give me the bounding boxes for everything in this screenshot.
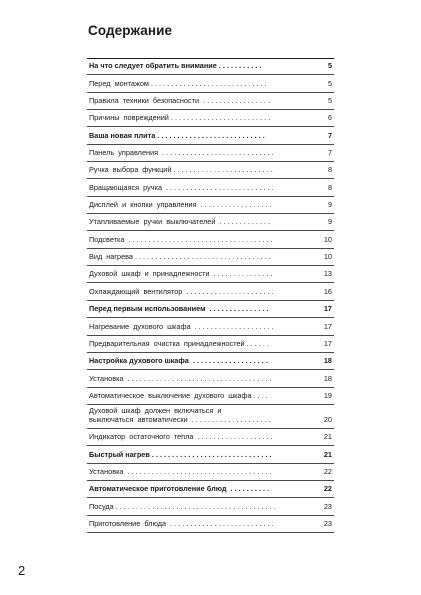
toc-entry[interactable] [87, 388, 334, 405]
toc-entry-label: Нагревание духового шкафа . . . . . . . . . . . . . . . . . . . . [89, 321, 274, 331]
toc-entry[interactable] [87, 75, 334, 92]
toc-section-heading[interactable] [87, 481, 334, 498]
toc-entry-page: 10 [323, 234, 332, 244]
toc-entry-page: 5 [327, 78, 332, 88]
toc-entry-page: 23 [323, 501, 332, 511]
toc-entry-label: Охлаждающий вентилятор . . . . . . . . . . . . . . . . . . . . . . [89, 286, 274, 296]
toc-entry-page: 8 [327, 165, 332, 175]
toc-entry[interactable] [87, 283, 334, 300]
toc-entry[interactable] [87, 516, 334, 533]
toc-entry-page: 6 [327, 113, 332, 123]
toc-entry-label: Автоматическое приготовление блюд . . . . . . . . . . [89, 484, 270, 494]
toc-entry-page: 18 [323, 373, 332, 383]
toc-entry-label: Вращающаяся ручка . . . . . . . . . . . . . . . . . . . . . . . . . . . [89, 182, 274, 192]
toc-entry-label: Приготовление блюда . . . . . . . . . . . . . . . . . . . . . . . . . . [89, 518, 274, 528]
toc-entry-page: 21 [323, 449, 332, 459]
toc-entry-page: 18 [323, 356, 332, 366]
toc-entry-label: Дисплей и кнопки управления . . . . . . . . . . . . . . . . . . [89, 200, 272, 210]
toc-section-heading[interactable] [87, 58, 334, 75]
toc-entry[interactable] [87, 405, 334, 429]
toc-entry-label: Перед первым использованием . . . . . . . . . . . . . . . [89, 304, 269, 314]
toc-entry-page: 13 [323, 269, 332, 279]
toc-entry-label: Ваша новая плита . . . . . . . . . . . . . . . . . . . . . . . . . . . [89, 130, 265, 140]
toc-entry-page: 19 [323, 390, 332, 400]
toc-entry[interactable] [87, 318, 334, 335]
toc-entry-page: 7 [327, 148, 332, 158]
toc-entry-label: Индикатор остаточного тепла . . . . . . . . . . . . . . . . . . . [89, 432, 273, 442]
toc-entry[interactable] [87, 162, 334, 179]
page-number: 2 [18, 563, 26, 578]
toc-entry-label: Быстрый нагрев . . . . . . . . . . . . . . . . . . . . . . . . . . . . . . [89, 449, 272, 459]
toc-entry-page: 22 [323, 484, 332, 494]
toc-entry-label: Панель управления . . . . . . . . . . . . . . . . . . . . . . . . . . . . [89, 148, 274, 158]
toc-entry[interactable] [87, 370, 334, 387]
toc-entry[interactable] [87, 498, 334, 515]
toc-entry-page: 22 [323, 466, 332, 476]
toc-entry-page: 9 [327, 217, 332, 227]
toc-section-heading[interactable] [87, 301, 334, 318]
toc-entry-label: Настройка духового шкафа . . . . . . . . . . . . . . . . . . . [89, 356, 268, 366]
toc-entry[interactable] [87, 231, 334, 248]
toc-entry-page: 23 [323, 518, 332, 528]
toc-entry-label: Подсветка . . . . . . . . . . . . . . . . . . . . . . . . . . . . . . . . . . . . [89, 234, 273, 244]
toc-entry[interactable] [87, 266, 334, 283]
toc-entry-page: 21 [323, 432, 332, 442]
toc-entry-label: Установка . . . . . . . . . . . . . . . . . . . . . . . . . . . . . . . . . . . . [89, 373, 272, 383]
toc-entry-page: 17 [323, 304, 332, 314]
toc-entry-label: На что следует обратить внимание . . . . . . . . . . . [89, 61, 262, 71]
toc-entry-page: 7 [327, 130, 332, 140]
table-of-contents [87, 58, 334, 533]
toc-entry-page: 5 [327, 61, 332, 71]
toc-entry-label: Утапливаемые ручки выключателей . . . . . . . . . . . . . [89, 217, 271, 227]
toc-entry-page: 17 [323, 338, 332, 348]
toc-entry-page: 17 [323, 321, 332, 331]
toc-entry-label: Автоматическое выключение духового шкафа . . . . [89, 390, 268, 400]
toc-entry[interactable] [87, 179, 334, 196]
toc-entry-page: 8 [327, 182, 332, 192]
toc-entry-page: 5 [327, 96, 332, 106]
toc-entry-page: 20 [323, 414, 332, 424]
toc-entry-page: 9 [327, 200, 332, 210]
toc-entry-page: 10 [323, 252, 332, 262]
toc-entry-label: Перед монтажом . . . . . . . . . . . . . . . . . . . . . . . . . . . . . [89, 78, 267, 88]
toc-entry-label: Посуда . . . . . . . . . . . . . . . . . . . . . . . . . . . . . . . . . . . . . . . . [89, 501, 276, 511]
toc-entry[interactable] [87, 197, 334, 214]
toc-entry-label: Предварительная очистка принадлежностей . . . . . . [89, 338, 269, 348]
toc-entry[interactable] [87, 249, 334, 266]
toc-entry-label: Вид нагрева . . . . . . . . . . . . . . . . . . . . . . . . . . . . . . . . . . [89, 252, 271, 262]
toc-entry-label: Духовой шкаф должен включаться и выключаться автоматически . . . . . . . . . . . . . . . . . . . . [89, 405, 271, 424]
toc-entry[interactable] [87, 464, 334, 481]
toc-section-heading[interactable] [87, 127, 334, 144]
toc-entry[interactable] [87, 110, 334, 127]
toc-entry-label: Правила техники безопасности . . . . . . . . . . . . . . . . . [89, 96, 271, 106]
toc-section-heading[interactable] [87, 446, 334, 463]
toc-entry[interactable] [87, 214, 334, 231]
toc-entry[interactable] [87, 336, 334, 353]
toc-entry[interactable] [87, 429, 334, 446]
toc-entry-label: Ручка выбора функций . . . . . . . . . . . . . . . . . . . . . . . . . [89, 165, 273, 175]
toc-section-heading[interactable] [87, 353, 334, 370]
toc-entry[interactable] [87, 93, 334, 110]
toc-entry[interactable] [87, 145, 334, 162]
toc-entry-label: Установка . . . . . . . . . . . . . . . . . . . . . . . . . . . . . . . . . . . . [89, 466, 272, 476]
toc-entry-page: 16 [323, 286, 332, 296]
page-title: Содержание [88, 23, 173, 38]
toc-entry-label: Причины повреждений . . . . . . . . . . . . . . . . . . . . . . . . . [89, 113, 271, 123]
toc-entry-label: Духовой шкаф и принадлежности . . . . . . . . . . . . . . . [89, 269, 273, 279]
